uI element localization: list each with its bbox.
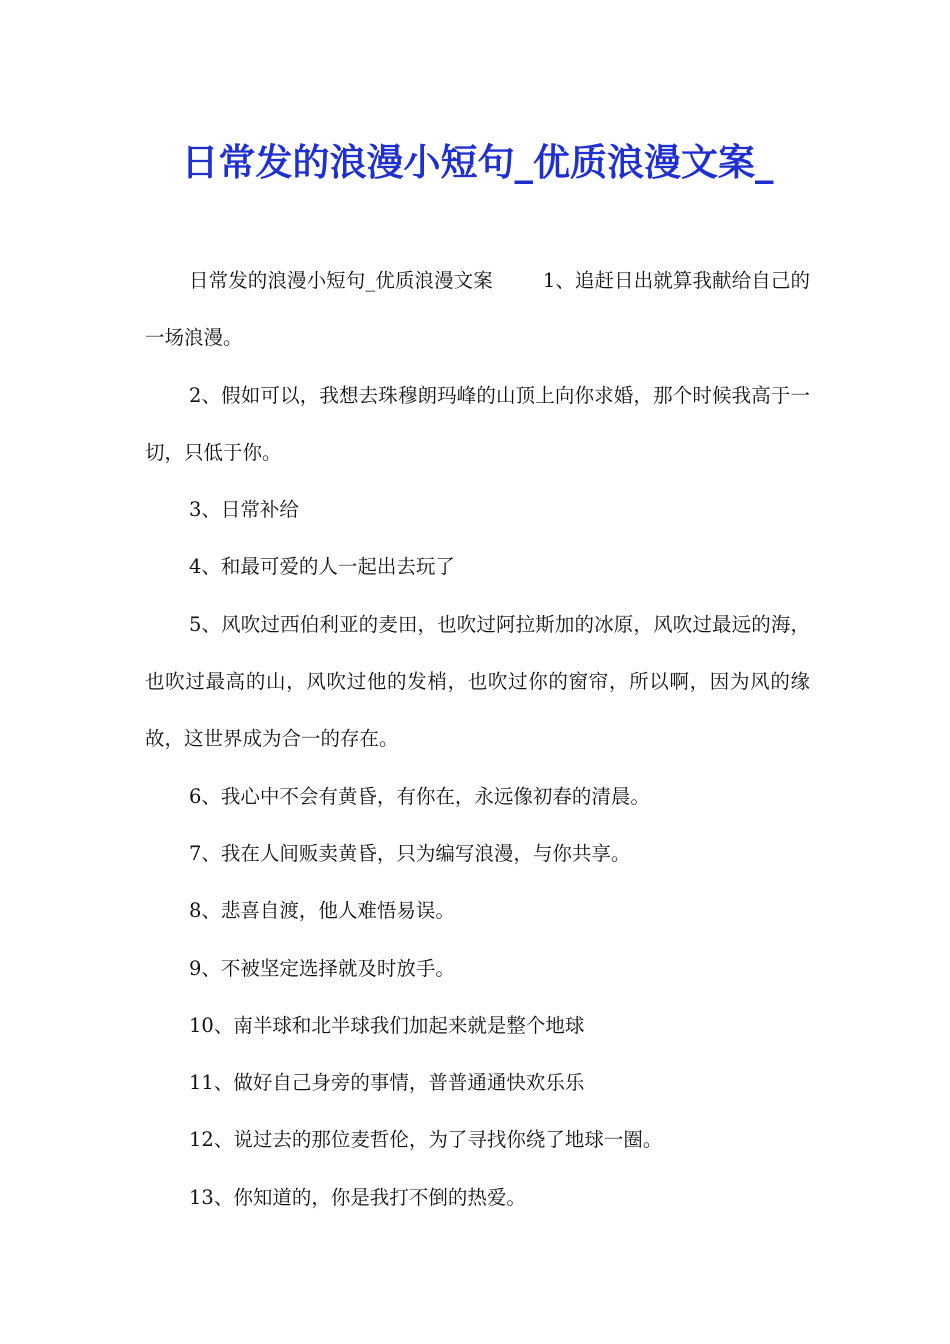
intro-paragraph xyxy=(145,252,810,367)
list-item-3: 3、日常补给 xyxy=(189,498,299,522)
list-item-6: 6、我心中不会有黄昏，有你在，永远像初春的清晨。 xyxy=(189,784,650,808)
intro-text: 日常发的浪漫小短句_优质浪漫文案 xyxy=(189,269,493,292)
list-item-9: 9、不被坚定选择就及时放手。 xyxy=(189,956,455,980)
list-item-13: 13、你知道的，你是我打不倒的热爱。 xyxy=(189,1185,526,1209)
list-item-12: 12、说过去的那位麦哲伦，为了寻找你绕了地球一圈。 xyxy=(189,1128,663,1152)
list-item-7: 7、我在人间贩卖黄昏，只为编写浪漫，与你共享。 xyxy=(189,841,631,865)
list-item-10: 10、南半球和北半球我们加起来就是整个地球 xyxy=(189,1013,585,1037)
list-item-2: 2、假如可以，我想去珠穆朗玛峰的山顶上向你求婚，那个时候我高于一切，只低于你。 xyxy=(145,383,810,464)
list-item-4: 4、和最可爱的人一起出去玩了 xyxy=(189,555,455,579)
list-item-5: 5、风吹过西伯利亚的麦田，也吹过阿拉斯加的冰原，风吹过最远的海，也吹过最高的山，风吹过他的发梢，也吹过你的窗帘，所以啊，因为风的缘故，这世界成为合一的存在。 xyxy=(145,612,810,751)
document-title: 日常发的浪漫小短句_优质浪漫文案_ xyxy=(181,140,774,184)
list-item-8: 8、悲喜自渡，他人难悟易误。 xyxy=(189,899,455,923)
list-item-11: 11、做好自己身旁的事情，普普通通快欢乐乐 xyxy=(189,1071,585,1095)
list-item-1: 1、追赶日出就算我献给自己的一场浪漫。 xyxy=(145,269,810,350)
document-body xyxy=(145,252,810,1226)
